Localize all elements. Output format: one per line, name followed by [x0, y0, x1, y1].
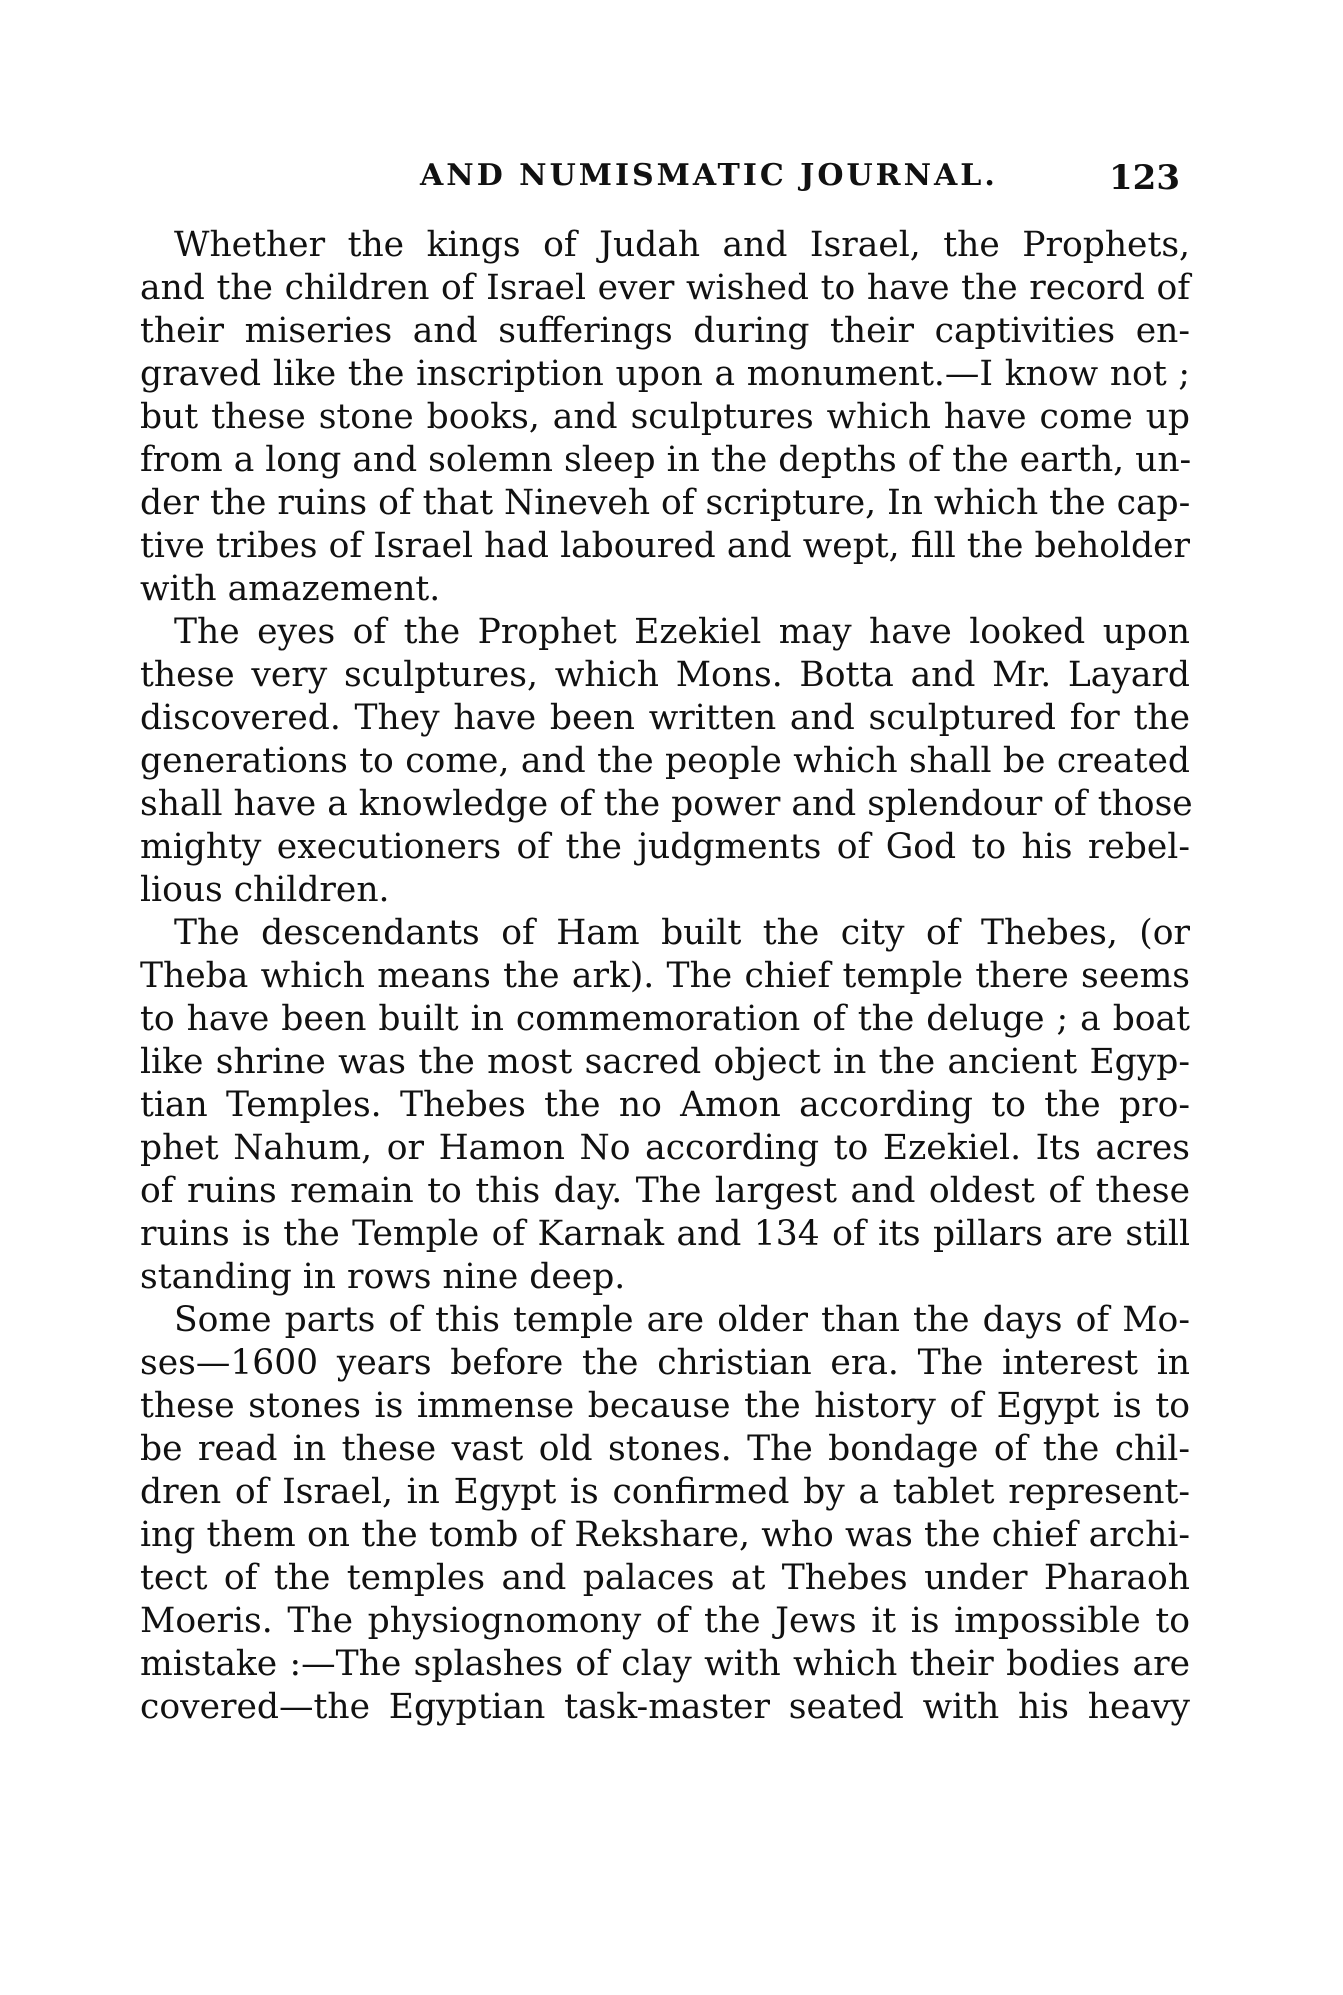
text-line: The eyes of the Prophet Ezekiel may have looked upon — [174, 612, 1190, 652]
paragraph-4 — [140, 1299, 1190, 1729]
text-line: tian Temples. Thebes the no Amon according to the pro- — [140, 1085, 1190, 1125]
paragraph-3 — [140, 912, 1190, 1299]
page-number: 123 — [1109, 158, 1180, 198]
text-line: ing them on the tomb of Rekshare, who was the chief archi- — [140, 1515, 1190, 1555]
text-line: phet Nahum, or Hamon No according to Ezekiel. Its acres — [140, 1128, 1190, 1168]
text-line: covered—the Egyptian task-master seated with his heavy — [140, 1687, 1190, 1727]
text-line: their miseries and sufferings during their captivities en- — [140, 311, 1190, 351]
text-line: tive tribes of Israel had laboured and wept, fill the beholder — [140, 526, 1190, 566]
paragraph-2 — [140, 611, 1193, 912]
text-line: Theba which means the ark). The chief temple there seems — [140, 956, 1190, 996]
paragraph-1 — [140, 224, 1190, 611]
text-line: ses—1600 years before the christian era. The interest in — [140, 1343, 1190, 1383]
text-line: der the ruins of that Nineveh of scripture, In which the cap- — [140, 483, 1191, 523]
text-line: to have been built in commemoration of the deluge ; a boat — [140, 999, 1190, 1039]
text-line: with amazement. — [140, 569, 441, 609]
text-line: mistake :—The splashes of clay with which their bodies are — [140, 1644, 1190, 1684]
text-line: ruins is the Temple of Karnak and 134 of its pillars are still — [140, 1214, 1190, 1254]
text-line: like shrine was the most sacred object in the ancient Egyp- — [140, 1042, 1190, 1082]
text-line: lious children. — [140, 870, 390, 910]
text-line: The descendants of Ham built the city of Thebes, (or — [174, 913, 1190, 953]
running-head: AND NUMISMATIC JOURNAL. — [420, 158, 998, 193]
text-line: from a long and solemn sleep in the depths of the earth, un- — [140, 440, 1192, 480]
text-line: discovered. They have been written and sculptured for the — [140, 698, 1190, 738]
text-line: Some parts of this temple are older than the days of Mo- — [174, 1300, 1190, 1340]
text-line: shall have a knowledge of the power and splendour of those — [140, 784, 1193, 824]
text-line: Moeris. The physiognomony of the Jews it is impossible to — [140, 1601, 1190, 1641]
text-line: generations to come, and the people which shall be created — [140, 741, 1190, 781]
text-line: of ruins remain to this day. The largest and oldest of these — [140, 1171, 1190, 1211]
text-line: and the children of Israel ever wished to have the record of — [140, 268, 1190, 308]
text-line: Whether the kings of Judah and Israel, the Prophets, — [174, 225, 1190, 265]
text-line: these stones is immense because the history of Egypt is to — [140, 1386, 1190, 1426]
text-line: but these stone books, and sculptures which have come up — [140, 397, 1190, 437]
text-line: mighty executioners of the judgments of God to his rebel- — [140, 827, 1190, 867]
text-line: tect of the temples and palaces at Thebes under Pharaoh — [140, 1558, 1190, 1598]
text-line: standing in rows nine deep. — [140, 1257, 626, 1297]
text-line: dren of Israel, in Egypt is confirmed by a tablet represent- — [140, 1472, 1190, 1512]
text-line: graved like the inscription upon a monument.—I know not ; — [140, 354, 1190, 394]
page-header — [140, 158, 1190, 202]
text-line: be read in these vast old stones. The bondage of the chil- — [140, 1429, 1190, 1469]
text-line: these very sculptures, which Mons. Botta and Mr. Layard — [140, 655, 1190, 695]
body-text — [140, 224, 1193, 1729]
